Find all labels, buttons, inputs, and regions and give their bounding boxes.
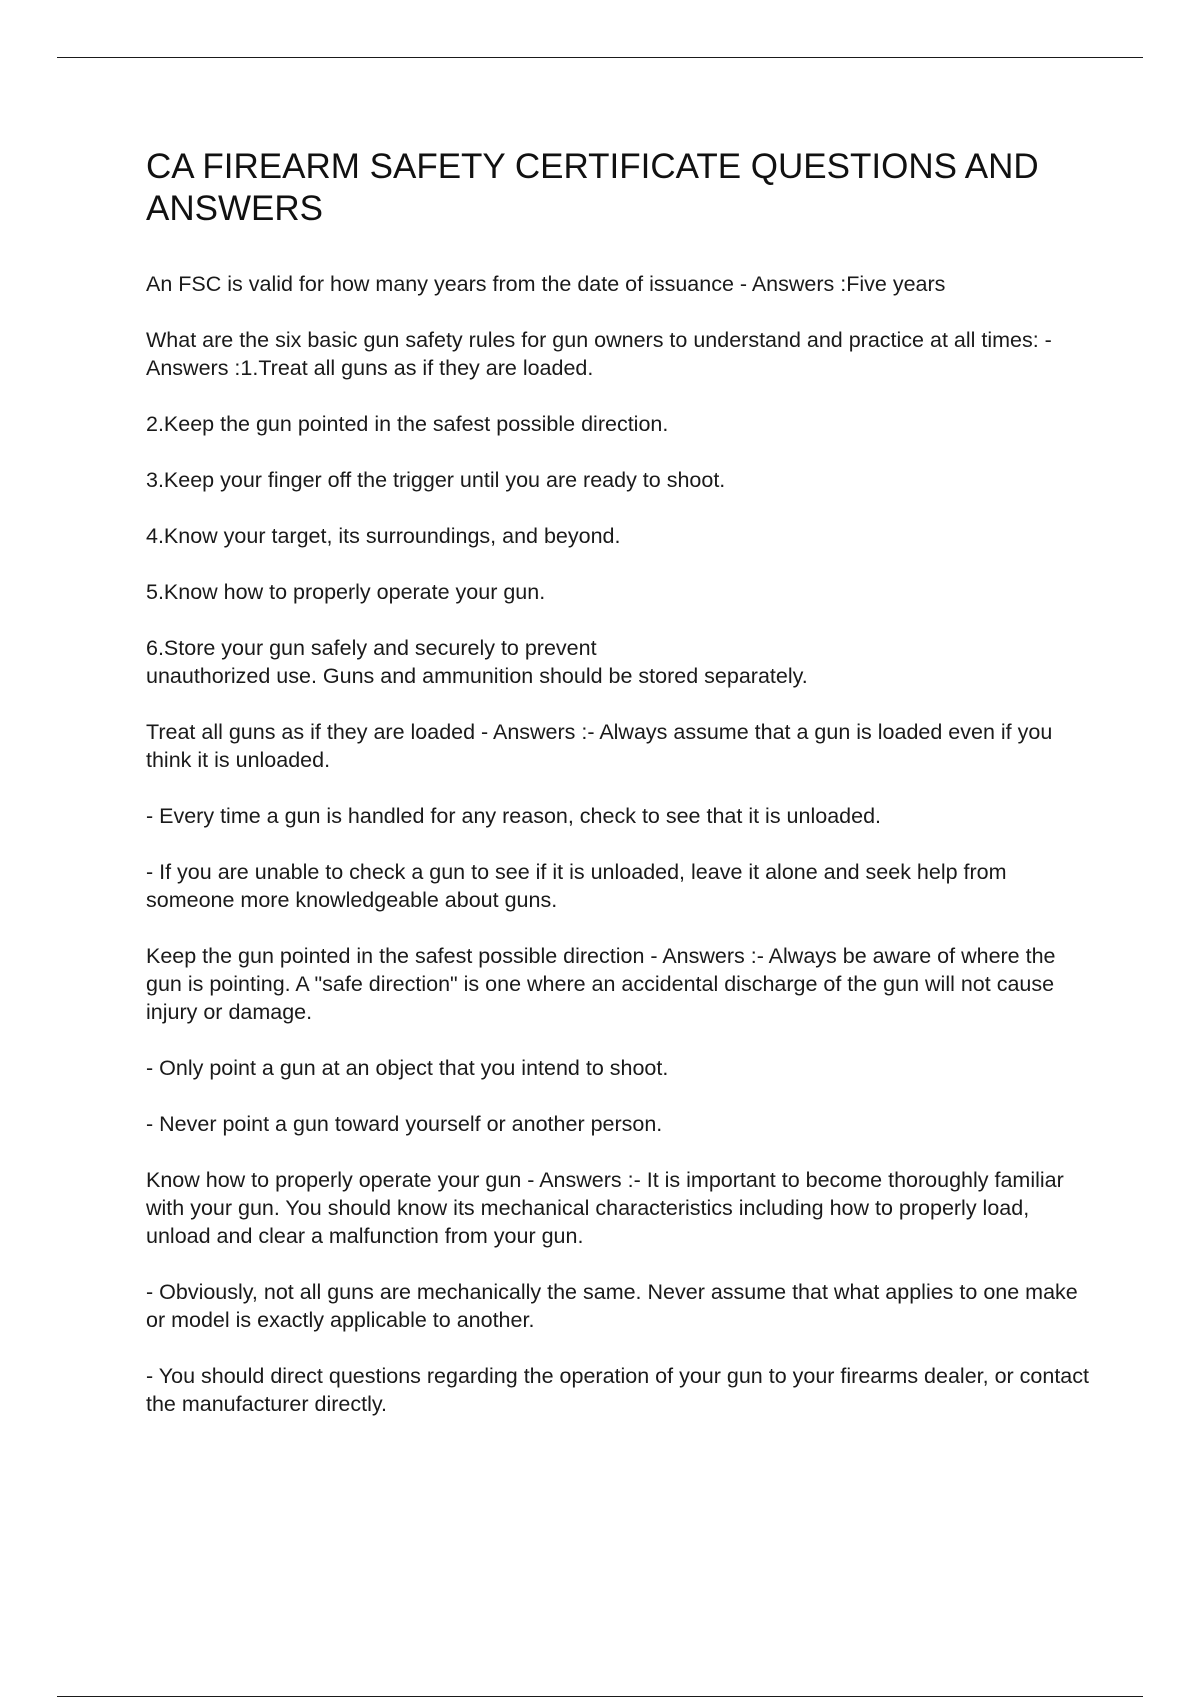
paragraph: 6.Store your gun safely and securely to prevent unauthorized use. Guns and ammunition should be stored separately.: [146, 636, 808, 688]
paragraph: An FSC is valid for how many years from the date of issuance - Answers :Five years: [146, 272, 946, 296]
paragraph: - Obviously, not all guns are mechanically the same. Never assume that what applies to one make or model is exactly applicable to another.: [146, 1280, 1078, 1332]
paragraph: - If you are unable to check a gun to see if it is unloaded, leave it alone and seek help from someone more knowledgeable about guns.: [146, 860, 1007, 912]
paragraph: 5.Know how to properly operate your gun.: [146, 580, 546, 604]
paragraph: 4.Know your target, its surroundings, and beyond.: [146, 524, 621, 548]
bottom-divider: [57, 1696, 1143, 1697]
paragraph-list: [146, 270, 1090, 1418]
paragraph: - You should direct questions regarding the operation of your gun to your firearms dealer, or contact the manufacturer directly.: [146, 1364, 1089, 1416]
paragraph: - Only point a gun at an object that you intend to shoot.: [146, 1056, 669, 1080]
paragraph: - Every time a gun is handled for any reason, check to see that it is unloaded.: [146, 804, 881, 828]
paragraph: Keep the gun pointed in the safest possible direction - Answers :- Always be aware of where the gun is pointing. A "safe direction" is one where an accidental discharge of the gun will not cause injury or damage.: [146, 944, 1056, 1024]
paragraph: 2.Keep the gun pointed in the safest possible direction.: [146, 412, 669, 436]
paragraph: 3.Keep your finger off the trigger until you are ready to shoot.: [146, 468, 726, 492]
paragraph: What are the six basic gun safety rules for gun owners to understand and practice at all times: - Answers :1.Treat all guns as if they are loaded.: [146, 328, 1052, 380]
document-body: [146, 146, 1090, 1446]
top-divider: [57, 57, 1143, 58]
paragraph: - Never point a gun toward yourself or another person.: [146, 1112, 663, 1136]
paragraph: Treat all guns as if they are loaded - Answers :- Always assume that a gun is loaded even if you think it is unloaded.: [146, 720, 1053, 772]
document-title: CA FIREARM SAFETY CERTIFICATE QUESTIONS AND ANSWERS: [146, 147, 1039, 228]
paragraph: Know how to properly operate your gun - Answers :- It is important to become thoroughly familiar with your gun. You should know its mechanical characteristics including how to properly load, unload and clear a malfunction from your gun.: [146, 1168, 1064, 1248]
